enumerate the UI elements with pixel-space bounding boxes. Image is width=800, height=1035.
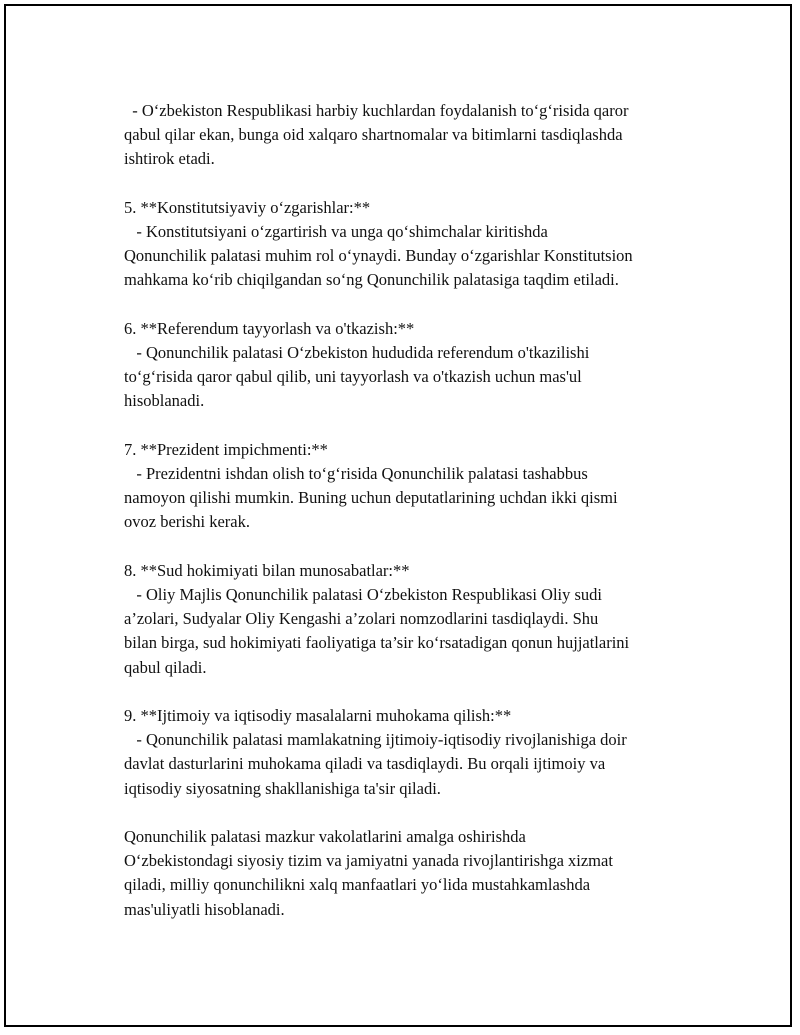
text-line: O‘zbekistondagi siyosiy tizim va jamiyatni yanada rivojlantirishga xizmat — [124, 851, 613, 871]
section-heading: 5. **Konstitutsiyaviy o‘zgarishlar:** — [124, 197, 371, 217]
text-line: ishtirok etadi. — [124, 149, 215, 169]
text-line: mahkama ko‘rib chiqilgandan so‘ng Qonunchilik palatasiga taqdim etiladi. — [124, 270, 619, 290]
text-line: hisoblanadi. — [124, 391, 205, 411]
text-line: - Qonunchilik palatasi mamlakatning ijtimoiy-iqtisodiy rivojlanishiga doir — [124, 730, 627, 750]
section-heading: 7. **Prezident impichmenti:** — [124, 439, 328, 459]
text-line: iqtisodiy siyosatning shakllanishiga ta'sir qiladi. — [124, 778, 441, 798]
page-frame — [4, 4, 792, 1027]
paragraph-social-economic — [124, 704, 704, 801]
section-heading: 8. **Sud hokimiyati bilan munosabatlar:** — [124, 560, 410, 580]
text-line: Qonunchilik palatasi mazkur vakolatlarini amalga oshirishda — [124, 827, 526, 846]
text-line: qabul qilar ekan, bunga oid xalqaro shartnomalar va bitimlarni tasdiqlashda — [124, 125, 623, 145]
text-line: bilan birga, sud hokimiyati faoliyatiga ta’sir ko‘rsatadigan qonun hujjatlarini — [124, 633, 630, 653]
document-body — [124, 99, 704, 946]
text-line: - Prezidentni ishdan olish to‘g‘risida Qonunchilik palatasi tashabbus — [124, 464, 588, 483]
text-line: Qonunchilik palatasi muhim rol o‘ynaydi. Bunday o‘zgarishlar Konstitutsion — [124, 246, 633, 266]
text-line: qabul qiladi. — [124, 657, 207, 677]
paragraph-referendum — [124, 317, 704, 414]
text-line: to‘g‘risida qaror qabul qilib, uni tayyorlash va o'tkazish uchun mas'ul — [124, 367, 582, 387]
text-line: - O‘zbekiston Respublikasi harbiy kuchlardan foydalanish to‘g‘risida qaror — [124, 101, 629, 120]
text-line: a’zolari, Sudyalar Oliy Kengashi a’zolari nomzodlarini tasdiqlaydi. Shu — [124, 609, 599, 629]
paragraph-judiciary — [124, 559, 704, 680]
text-line: davlat dasturlarini muhokama qiladi va tasdiqlaydi. Bu orqali ijtimoiy va — [124, 754, 606, 774]
text-line: - Oliy Majlis Qonunchilik palatasi O‘zbekiston Respublikasi Oliy sudi — [124, 585, 602, 604]
text-line: - Konstitutsiyani o‘zgartirish va unga qo‘shimchalar kiritishda — [124, 222, 548, 241]
section-heading: 9. **Ijtimoiy va iqtisodiy masalalarni muhokama qilish:** — [124, 706, 512, 725]
text-line: qiladi, milliy qonunchilikni xalq manfaatlari yo‘lida mustahkamlashda — [124, 875, 591, 895]
paragraph-constitutional-changes — [124, 196, 704, 293]
text-line: namoyon qilishi mumkin. Buning uchun deputatlarining uchdan ikki qismi — [124, 488, 618, 508]
paragraph-conclusion — [124, 825, 704, 922]
text-line: ovoz berishi kerak. — [124, 512, 250, 532]
section-heading: 6. **Referendum tayyorlash va o'tkazish:** — [124, 318, 415, 338]
paragraph-impeachment — [124, 438, 704, 535]
text-line: mas'uliyatli hisoblanadi. — [124, 899, 285, 919]
text-line: - Qonunchilik palatasi O‘zbekiston hududida referendum o'tkazilishi — [124, 343, 590, 362]
paragraph-armed-forces — [124, 99, 704, 172]
